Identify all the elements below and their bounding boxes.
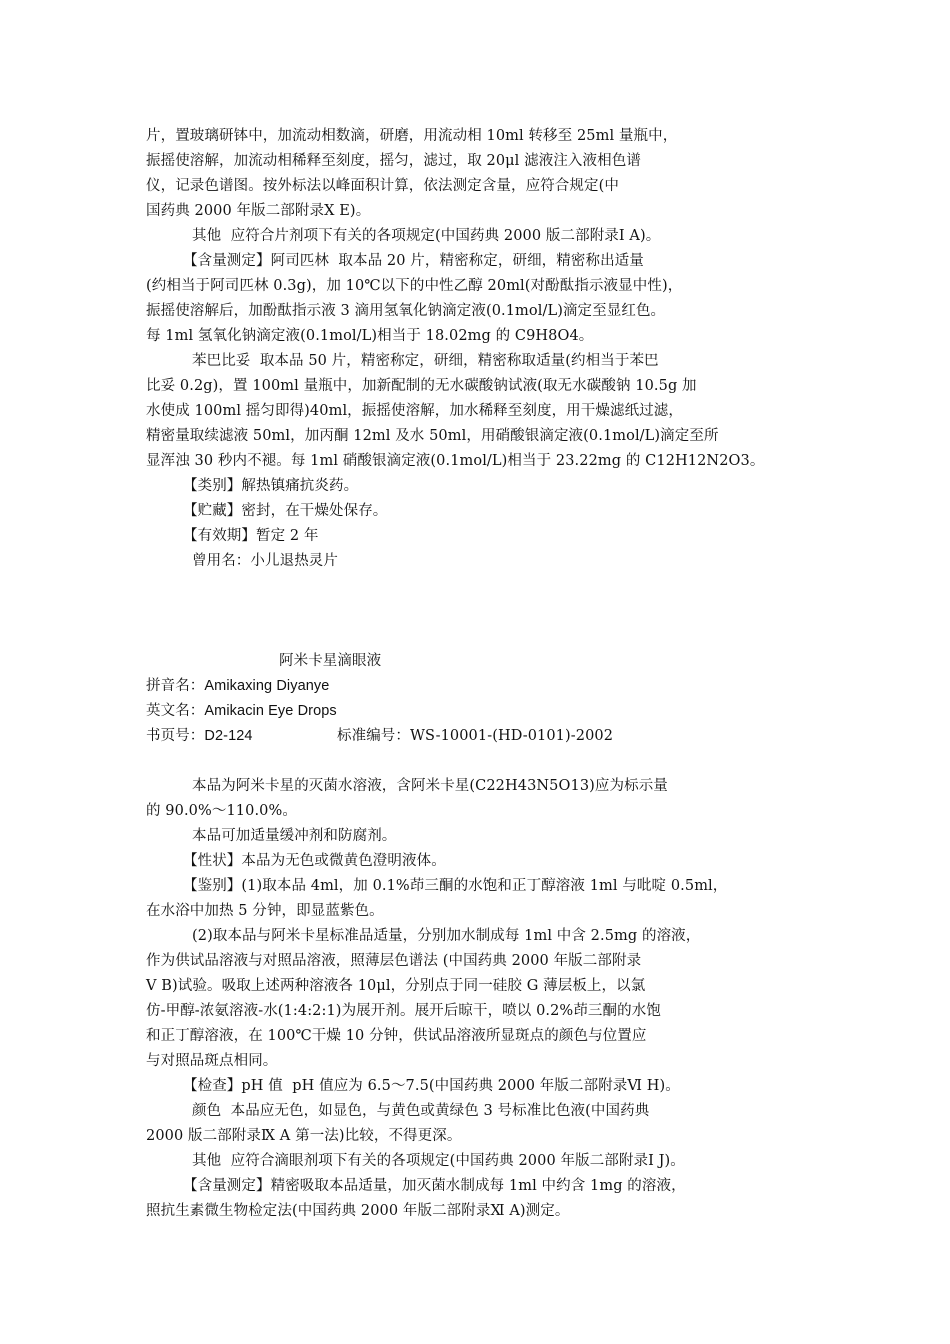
section-heading-assay: 【含量测定】阿司匹林 取本品 20 片，精密称定，研细，精密称出适量 [183, 253, 644, 269]
english-label: 英文名： [146, 703, 205, 719]
text-line: 其他 应符合滴眼剂项下有关的各项规定(中国药典 2000 年版二部附录Ⅰ J)。 [192, 1153, 685, 1169]
text-line: 颜色 本品应无色，如显色，与黄色或黄绿色 3 号标准比色液(中国药典 [192, 1103, 650, 1119]
text-line: 2000 版二部附录Ⅸ A 第一法)比较，不得更深。 [146, 1128, 462, 1144]
former-name: 曾用名：小儿退热灵片 [192, 553, 338, 569]
standard-value: WS-10001-(HD-0101)-2002 [410, 728, 614, 744]
text-line: 本品为阿米卡星的灭菌水溶液，含阿米卡星(C22H43N5O13)应为标示量 [192, 778, 668, 794]
english-name-row [146, 701, 337, 721]
pinyin-value: Amikaxing Diyanye [204, 678, 330, 694]
text-line: 仪，记录色谱图。按外标法以峰面积计算，依法测定含量，应符合规定(中 [146, 178, 619, 194]
section-heading-assay: 【含量测定】精密吸取本品适量，加灭菌水制成每 1ml 中约含 1mg 的溶液， [183, 1178, 686, 1194]
english-value: Amikacin Eye Drops [204, 703, 337, 719]
pinyin-name-row [146, 676, 329, 696]
text-line: 振摇使溶解后，加酚酞指示液 3 滴用氢氧化钠滴定液(0.1mol/L)滴定至显红色。 [146, 303, 666, 319]
pinyin-label: 拼音名： [146, 678, 205, 694]
text-line: 作为供试品溶液与对照品溶液，照薄层色谱法 (中国药典 2000 年版二部附录 [146, 953, 642, 969]
text-line: 振摇使溶解，加流动相稀释至刻度，摇匀，滤过，取 20μl 滤液注入液相色谱 [146, 153, 641, 169]
section-heading-tests: 【检查】pH 值 pH 值应为 6.5～7.5(中国药典 2000 年版二部附录Ⅵ H)。 [183, 1078, 680, 1094]
page-value: D2-124 [204, 728, 253, 744]
text-line: 仿-甲醇-浓氨溶液-水(1:4:2:1)为展开剂。展开后晾干，喷以 0.2%茚三酮的水饱 [146, 1003, 661, 1019]
text-line: 水使成 100ml 摇匀即得)40ml，振摇使溶解，加水稀释至刻度，用干燥滤纸过滤， [146, 403, 683, 419]
text-line: 和正丁醇溶液，在 100℃干燥 10 分钟，供试品溶液所显斑点的颜色与位置应 [146, 1028, 647, 1044]
text-line: 的 90.0%～110.0%。 [146, 803, 297, 819]
text-line: 显浑浊 30 秒内不褪。每 1ml 硝酸银滴定液(0.1mol/L)相当于 23.22mg 的 C12H12N2O3。 [146, 453, 765, 469]
section-heading-validity: 【有效期】暂定 2 年 [183, 528, 319, 544]
standard-number-row [337, 726, 613, 746]
text-line: 其他 应符合片剂项下有关的各项规定(中国药典 2000 版二部附录Ⅰ A)。 [192, 228, 661, 244]
page-number-row [146, 726, 253, 746]
text-line: 与对照品斑点相同。 [146, 1053, 278, 1069]
section-heading-category: 【类别】解热镇痛抗炎药。 [183, 478, 359, 494]
text-line: 在水浴中加热 5 分钟，即显蓝紫色。 [146, 903, 384, 919]
text-line: 比妥 0.2g)，置 100ml 量瓶中，加新配制的无水碳酸钠试液(取无水碳酸钠 10.5g 加 [146, 378, 697, 394]
text-line: (约相当于阿司匹林 0.3g)，加 10℃以下的中性乙醇 20ml(对酚酞指示液显中性)， [146, 278, 683, 294]
text-line: (2)取本品与阿米卡星标准品适量，分别加水制成每 1ml 中含 2.5mg 的溶液， [192, 928, 701, 944]
text-line: 本品可加适量缓冲剂和防腐剂。 [192, 828, 397, 844]
text-line: 苯巴比妥 取本品 50 片，精密称定，研细，精密称取适量(约相当于苯巴 [192, 353, 659, 369]
text-line: 精密量取续滤液 50ml，加丙酮 12ml 及水 50ml，用硝酸银滴定液(0.1mol/L)滴定至所 [146, 428, 719, 444]
text-line: 片，置玻璃研钵中，加流动相数滴，研磨，用流动相 10ml 转移至 25ml 量瓶中， [146, 128, 678, 144]
standard-label: 标准编号： [337, 728, 410, 744]
section-heading-description: 【性状】本品为无色或微黄色澄明液体。 [183, 853, 446, 869]
text-line: 每 1ml 氢氧化钠滴定液(0.1mol/L)相当于 18.02mg 的 C9H8O4。 [146, 328, 594, 344]
text-line: Ⅴ B)试验。吸取上述两种溶液各 10μl，分别点于同一硅胶 G 薄层板上，以氯 [146, 978, 646, 994]
monograph-title: 阿米卡星滴眼液 [279, 653, 382, 669]
section-heading-identification: 【鉴别】(1)取本品 4ml，加 0.1%茚三酮的水饱和正丁醇溶液 1ml 与吡啶 0.5ml， [183, 878, 728, 894]
text-line: 国药典 2000 年版二部附录Ⅹ E)。 [146, 203, 371, 219]
text-line: 照抗生素微生物检定法(中国药典 2000 年版二部附录Ⅺ A)测定。 [146, 1203, 570, 1219]
page-label: 书页号： [146, 728, 205, 744]
section-heading-storage: 【贮藏】密封，在干燥处保存。 [183, 503, 388, 519]
